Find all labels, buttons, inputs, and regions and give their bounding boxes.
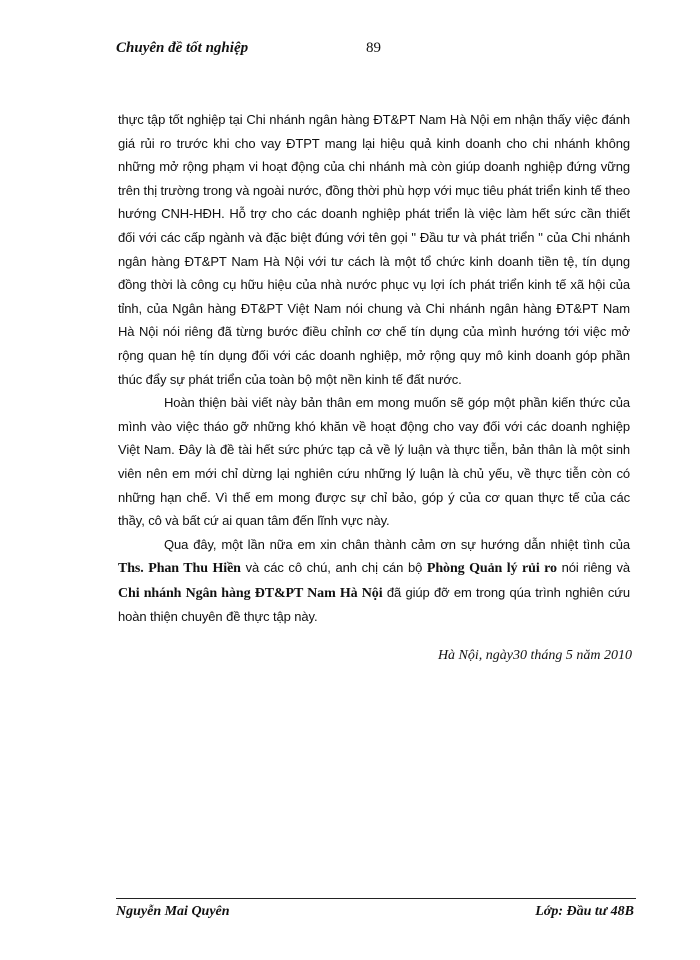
paragraph-3 [118,533,630,629]
paragraph-3-text-1: Qua đây, một lần nữa em xin chân thành cảm ơn sự hướng dẫn nhiệt tình của [164,536,630,552]
paragraph-1: thực tập tốt nghiệp tại Chi nhánh ngân hàng ĐT&PT Nam Hà Nội em nhận thấy việc đánh giá rủi ro trước khi cho vay ĐTPT mang lại hiệu quả kinh doanh cho chi nhánh không những mở rộng phạm vi hoạt động của chi nhánh mà còn giúp doanh nghiệp đứng vững trên thị trường trong và ngoài nước, đồng thời phù hợp với mục tiêu phát triển kinh tế theo hướng CNH-HĐH. Hỗ trợ cho các doanh nghiệp phát triển là việc làm hết sức cần thiết đối với các cấp ngành và đặc biệt đúng với tên gọi " Đầu tư và phát triển " của Chi nhánh ngân hàng ĐT&PT Nam Hà Nội với tư cách là một tổ chức kinh doanh tiền tệ, tín dụng đồng thời là công cụ hữu hiệu của nhà nước phục vụ lợi ích phát triển kinh tế xã hội của tỉnh, của Ngân hàng ĐT&PT Việt Nam nói chung và Chi nhánh ngân hàng ĐT&PT Nam Hà Nội nói riêng đã từng bước điều chỉnh cơ chế tín dụng của mình hướng tới việc mở rộng quan hệ tín dụng đối với các doanh nghiệp, mở rộng quy mô kinh doanh góp phần thúc đẩy sự phát triển của toàn bộ một nền kinh tế đất nước. [118,112,630,387]
header-title: Chuyên đề tốt nghiệp [116,40,249,56]
footer-class: Lớp: Đầu tư 48B [535,904,634,919]
advisor-name: Ths. Phan Thu Hiền [118,561,241,577]
footer-author: Nguyễn Mai Quyên [116,904,230,919]
paragraph-3-text-2: và các cô chú, anh chị cán bộ [245,560,423,576]
footer-divider [116,898,636,899]
page-number: 89 [366,40,381,56]
branch-name: Chi nhánh Ngân hàng ĐT&PT Nam Hà Nội [118,585,383,601]
paragraph-2: Hoàn thiện bài viết này bản thân em mong muốn sẽ góp một phần kiến thức của mình vào việc tháo gỡ những khó khăn về hoạt động cho vay đối với các doanh nghiệp Việt Nam. Đây là đề tài hết sức phức tạp cả về lý luận và thực tiễn, bản thân là một sinh viên nên em mới chỉ dừng lại nghiên cứu những lý luận là chủ yếu, về thực tiễn còn có những hạn chế. Vì thế em mong được sự chỉ bảo, góp ý của cơ quan thực tế của các thầy, cô và bất cứ ai quan tâm đến lĩnh vực này. [118,395,630,529]
document-body [118,108,630,629]
paragraph-3-text-3: nói riêng và [561,560,631,576]
department-name: Phòng Quản lý rủi ro [426,561,557,577]
paragraph-3-text-4: đã giúp đỡ em trong qúa trình nghiên cứu hoàn thiện chuyên đề thực tập này. [118,584,630,625]
date-place-line: Hà Nội, ngày30 tháng 5 năm 2010 [437,648,632,663]
